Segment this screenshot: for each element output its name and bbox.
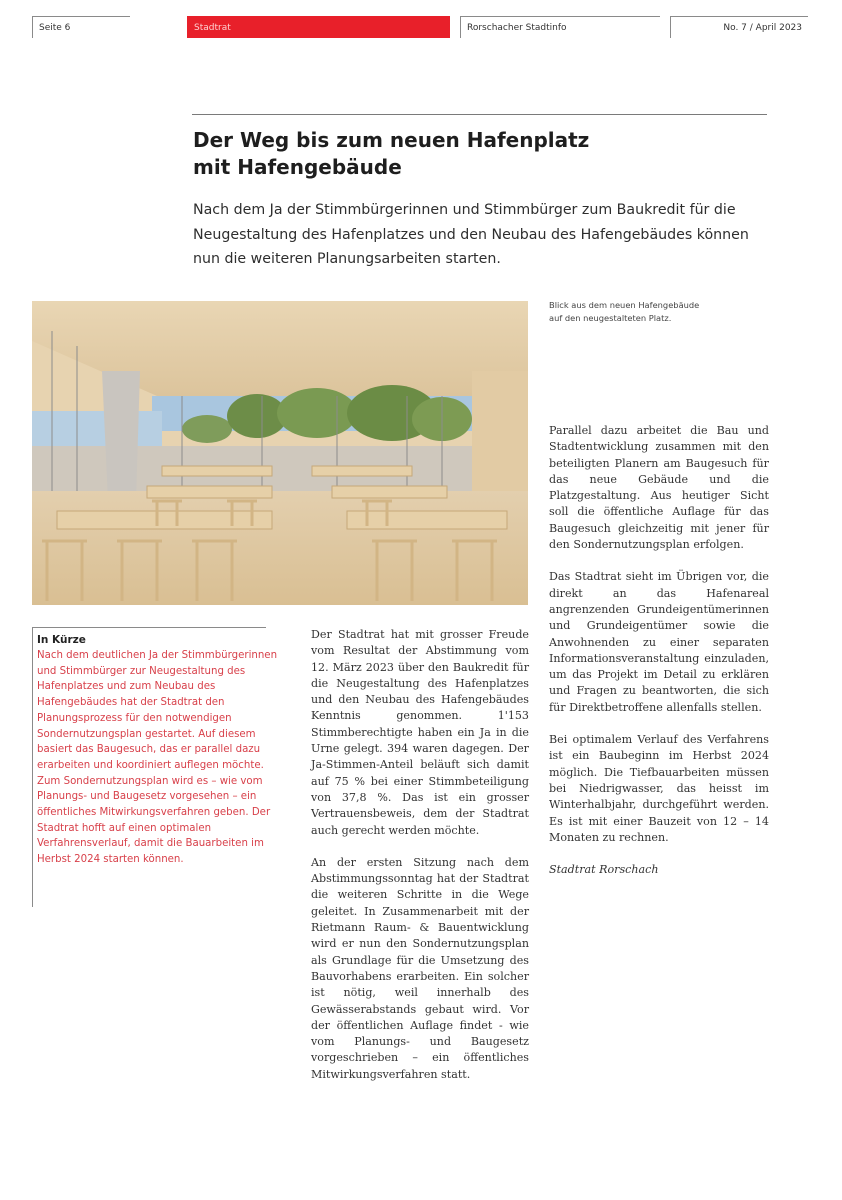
photo-caption	[549, 299, 769, 325]
page-number: Seite 6	[32, 16, 130, 38]
body-paragraph: Der Stadtrat hat mit grosser Freude vom Resultat der Abstimmung vom 12. März 2023 über den Baukredit für die Neugestaltung des Hafenplatzes und den Neubau des Hafengebäudes Kenntnis genommen. 1'153 Stimmberechtigte haben ein Ja in die Urne gelegt. 394 waren dagegen. Der Ja-Stimmen-Anteil beläuft sich damit auf 75 % bei einer Stimmbeteiligung von 37,8 %. Das ist ein grosser Vertrauensbeweis, dem der Stadtrat auch gerecht werden möchte.	[311, 628, 529, 837]
body-paragraph: An der ersten Sitzung nach dem Abstimmungssonntag hat der Stadtrat die weiteren Schritte in die Wege geleitet. In Zusammenarbeit mit der Rietmann Raum- & Bauentwicklung wird er nun den Sondernutzungsplan als Grundlage für die Umsetzung des Bauvorhabens erarbeiten. Ein solcher ist nötig, weil innerhalb des Gewässerabstands gebaut wird. Vor der öffentlichen Auflage findet - wie vom Planungs- und Baugesetz vorgeschrieben – ein öffentliches Mitwirkungsverfahren statt.	[311, 855, 529, 1081]
caption-line-1: Blick aus dem neuen Hafengebäude	[549, 300, 700, 310]
author-signature: Stadtrat Rorschach	[549, 863, 659, 877]
article-title	[193, 127, 589, 181]
caption-line-2: auf den neugestalteten Platz.	[549, 313, 672, 323]
issue-label: No. 7 / April 2023	[670, 16, 808, 38]
summary-text: Nach dem deutlichen Ja der Stimmbürgerinnen und Stimmbürger zur Neugestaltung des Hafenplatzes und zum Neubau des Hafengebäudes hat der Stadtrat den Planungsprozess für den notwendigen Sondernutzungsplan gestartet. Auf diesem basiert das Baugesuch, das er parallel dazu erarbeiten und koordiniert auflegen möchte. Zum Sondernutzungsplan wird es – wie vom Planungs- und Baugesetz vorgesehen – ein öffentliches Mitwirkungsverfahren geben. Der Stadtrat hofft auf einen optimalen Verfahrensverlauf, damit die Bauarbeiten im Herbst 2024 starten können.	[37, 650, 278, 866]
body-paragraph: Parallel dazu arbeitet die Bau und Stadtentwicklung zusammen mit den beteiligten Planern am Baugesuch für das neue Gebäude und die Platzgestaltung. Aus heutiger Sicht soll die öffentliche Auflage für das Baugesuch gleichzeitig mit jener für den Sondernutzungsplan erfolgen.	[549, 424, 769, 552]
cafe-interior-rendering	[32, 301, 528, 605]
title-divider	[192, 114, 767, 115]
article-lead: Nach dem Ja der Stimmbürgerinnen und Stimmbürger zum Baukredit für die Neugestaltung des Hafenplatzes und den Neubau des Hafengebäudes können nun die weiteren Planungsarbeiten starten.	[193, 202, 749, 267]
summary-heading: In Kürze	[37, 634, 86, 646]
summary-box	[32, 627, 278, 907]
body-paragraph: Bei optimalem Verlauf des Verfahrens ist ein Baubeginn im Herbst 2024 möglich. Die Tiefbauarbeiten müssen bei Niedrigwasser, das heisst im Winterhalbjahr, durchgeführt werden. Es ist mit einer Bauzeit von 12 – 14 Monaten zu rechnen.	[549, 733, 769, 844]
body-column-2	[311, 627, 529, 1099]
title-line-1: Der Weg bis zum neuen Hafenplatz	[193, 128, 590, 152]
title-line-2: mit Hafengebäude	[193, 155, 402, 179]
publication-name: Rorschacher Stadtinfo	[460, 16, 660, 38]
body-paragraph: Das Stadtrat sieht im Übrigen vor, die direkt an das Hafenareal angrenzenden Grundeigentümerinnen und Grundeigentümer sowie die Anwohnenden zu einer separaten Informationsveranstaltung einzuladen, um das Projekt im Detail zu erklären und Fragen zu beantworten, die sich für Direktbetroffene allenfalls stellen.	[549, 570, 769, 714]
body-column-3	[549, 423, 769, 894]
article-photo	[32, 301, 528, 605]
section-label: Stadtrat	[187, 16, 450, 38]
